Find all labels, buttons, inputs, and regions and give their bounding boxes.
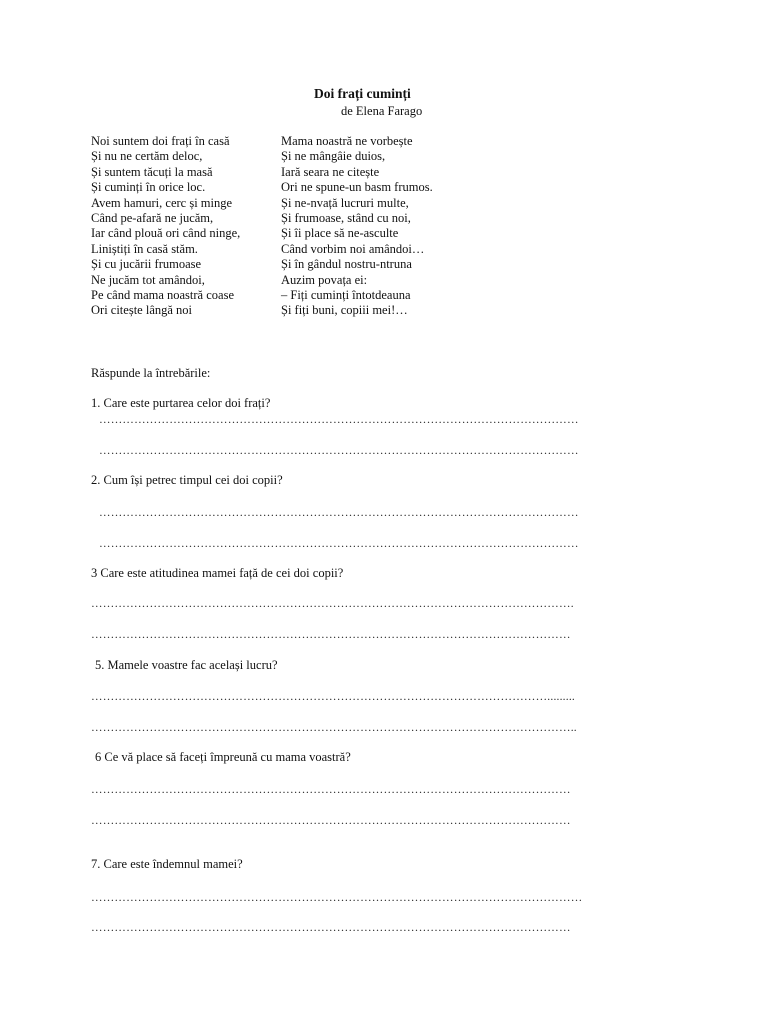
question-3: 3 Care este atitudinea mamei față de cei doi copii?	[91, 566, 344, 580]
answer-line[interactable]: ……………………………………………………………………………………………………….........	[91, 691, 575, 703]
poem-verse: Ori citește lângă noi	[91, 303, 193, 318]
poem-author: de Elena Farago	[341, 104, 423, 118]
answer-line[interactable]: ……………………………………………………………………………………………………………	[91, 815, 571, 827]
poem-verse: Ne jucăm tot amândoi,	[91, 272, 205, 287]
poem-verse: Și fiți buni, copiii mei!…	[281, 303, 408, 318]
poem-verse: Și îi place să ne-asculte	[281, 226, 399, 241]
poem-verse: Și în gândul nostru-ntruna	[281, 257, 412, 272]
poem-verse: Și ne-nvață lucruri multe,	[281, 195, 409, 210]
answer-line[interactable]: ……………………………………………………………………………………………………………	[91, 629, 571, 641]
poem-verse: Iară seara ne citește	[281, 164, 380, 179]
poem-verse: Pe când mama noastră coase	[91, 287, 234, 302]
instructions-text: Răspunde la întrebările:	[91, 366, 211, 380]
poem-left-column	[91, 134, 240, 319]
poem-verse: Și cuminți în orice loc.	[91, 180, 206, 195]
poem-title: Doi frați cuminți	[314, 86, 411, 101]
question-2: 2. Cum își petrec timpul cei doi copii?	[91, 473, 283, 487]
poem-verse: Și suntem tăcuți la masă	[91, 164, 213, 179]
poem-verse: Iar când plouă ori când ninge,	[91, 226, 241, 241]
poem-verse: Și frumoase, stând cu noi,	[281, 210, 411, 225]
question-5: 5. Mamele voastre fac același lucru?	[95, 658, 278, 672]
poem-verse: Liniștiți în casă stăm.	[91, 241, 198, 256]
poem-verse: Și cu jucării frumoase	[91, 257, 202, 272]
answer-line[interactable]: ……………………………………………………………………………………………………………	[99, 538, 579, 550]
question-7: 7. Care este îndemnul mamei?	[91, 857, 243, 871]
answer-line[interactable]: ………………………………………………………………………………………………………………	[91, 892, 583, 904]
answer-line[interactable]: …………………………………………………………………………………………………………….	[91, 598, 574, 610]
question-1: 1. Care este purtarea celor doi frați?	[91, 396, 271, 410]
poem-verse: Când pe-afară ne jucăm,	[91, 210, 214, 225]
poem-right-column	[281, 134, 433, 319]
poem-verse: – Fiți cuminți întotdeauna	[281, 287, 411, 302]
poem-verse: Ori ne spune-un basm frumos.	[281, 180, 433, 195]
answer-line[interactable]: ……………………………………………………………………………………………………………	[91, 922, 571, 934]
poem-verse: Și ne mângâie duios,	[281, 149, 386, 164]
poem-verse: Și nu ne certăm deloc,	[91, 149, 203, 164]
answer-line[interactable]: ……………………………………………………………………………………………………………	[91, 784, 571, 796]
poem-verse: Avem hamuri, cerc și minge	[91, 195, 233, 210]
answer-line[interactable]: ……………………………………………………………………………………………………………	[99, 507, 579, 519]
answer-line[interactable]: ……………………………………………………………………………………………………………	[99, 445, 579, 457]
answer-line[interactable]: ……………………………………………………………………………………………………………..	[91, 722, 577, 734]
poem-verse: Mama noastră ne vorbește	[281, 134, 413, 148]
poem-verse: Când vorbim noi amândoi…	[281, 241, 425, 256]
answer-line[interactable]: ……………………………………………………………………………………………………………	[99, 414, 579, 426]
poem-verse: Auzim povața ei:	[281, 272, 368, 287]
poem-verse: Noi suntem doi frați în casă	[91, 134, 230, 148]
question-6: 6 Ce vă place să faceți împreună cu mama voastră?	[95, 750, 351, 764]
